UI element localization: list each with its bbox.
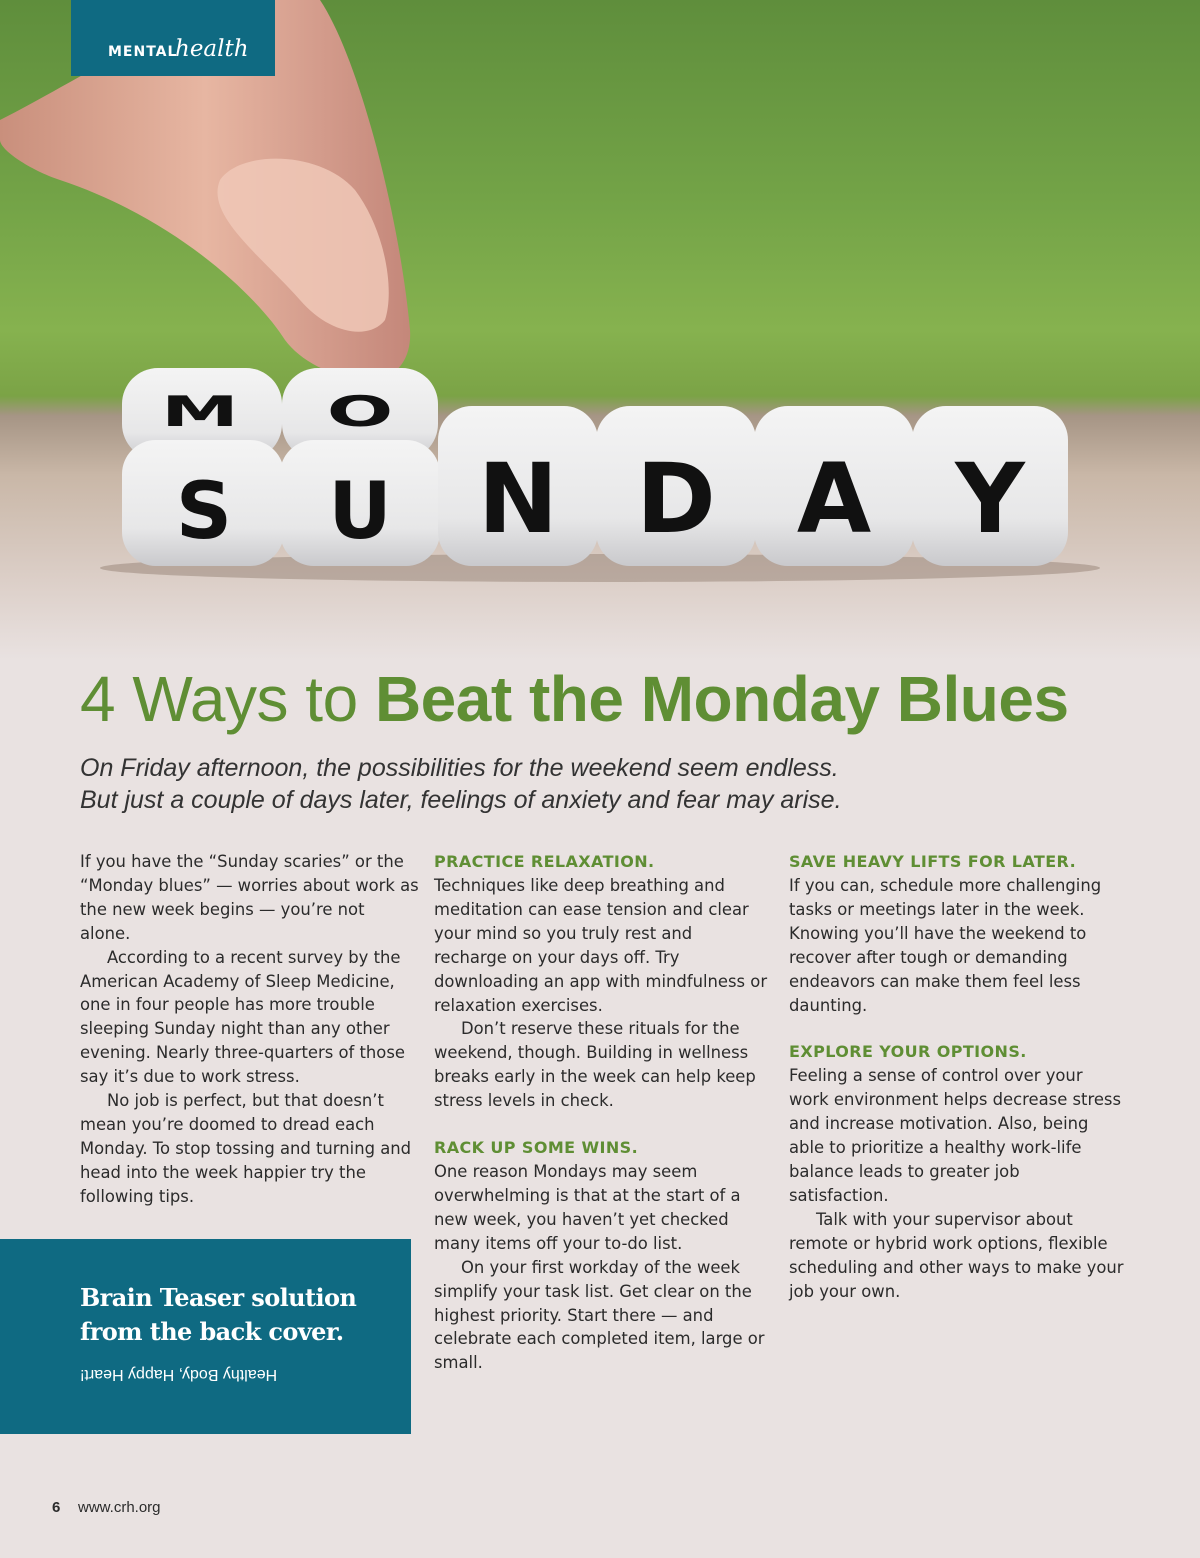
intro-paragraph: If you have the “Sunday scaries” or the “Monday blues” — worries about work as the new week begins — you’re not alone.	[80, 852, 419, 943]
article-headline	[80, 662, 1069, 736]
deck-line-1: On Friday afternoon, the possibilities for the weekend seem endless.	[80, 754, 839, 782]
section-tag-script: health	[175, 36, 249, 62]
tip-heading: SAVE HEAVY LIFTS FOR LATER.	[789, 852, 1077, 871]
tip-paragraph: On your first workday of the week simplify your task list. Get clear on the highest priority. Start there — and celebrate each completed item, large or small.	[434, 1257, 765, 1373]
article-deck	[80, 752, 842, 816]
tip-paragraph: Talk with your supervisor about remote or hybrid work options, flexible scheduling and other ways to make your job your own.	[789, 1209, 1124, 1301]
brain-teaser-answer: Healthy Body, Happy Heart!	[80, 1366, 278, 1383]
tip-heading: EXPLORE YOUR OPTIONS.	[789, 1042, 1027, 1062]
die-letter-n: N	[477, 443, 559, 555]
die-letter-y: Y	[955, 443, 1025, 555]
tip-paragraph: Techniques like deep breathing and meditation can ease tension and clear your mind so you truly rest and recharge on your days off. Try downloading an app with mindfulness or relaxation exercises.	[434, 876, 768, 1015]
die-letter-d: D	[636, 443, 716, 555]
die-letter-o: O	[326, 387, 394, 436]
brain-teaser-title-line-1: Brain Teaser solution	[80, 1283, 357, 1312]
footer-url: www.crh.org	[78, 1499, 161, 1516]
tip-paragraph: If you can, schedule more challenging tasks or meetings later in the week. Knowing you’ll have the weekend to recover after tough or demanding endeavors can make them feel less daunting.	[789, 876, 1102, 1015]
die-letter-s: S	[175, 467, 233, 557]
headline-bold: Beat the Monday Blues	[374, 663, 1069, 735]
tip-paragraph: One reason Mondays may seem overwhelming is that at the start of a new week, you haven’t yet checked many items off your to-do list.	[434, 1162, 741, 1253]
brain-teaser-title	[80, 1281, 356, 1349]
page-number: 6	[52, 1499, 61, 1516]
tip-heading: RACK UP SOME WINS.	[434, 1138, 639, 1158]
brain-teaser-box	[0, 1239, 411, 1434]
hero-image	[0, 0, 1200, 660]
die-letter-m: M	[161, 387, 239, 436]
die-letter-u: U	[328, 467, 392, 557]
brain-teaser-title-line-2: from the back cover.	[80, 1317, 344, 1346]
tip-paragraph: Don’t reserve these rituals for the weekend, though. Building in wellness breaks early in the week can help keep stress levels in check.	[434, 1019, 756, 1111]
die-letter-a: A	[796, 443, 872, 555]
headline-light: 4 Ways to	[80, 663, 375, 735]
tips-column-right	[789, 850, 1124, 1304]
intro-paragraph: According to a recent survey by the American Academy of Sleep Medicine, one in four people has more trouble sleeping Sunday night than any other evening. Nearly three-quarters of those say it’s due to work stress.	[80, 947, 405, 1087]
hero-photo	[0, 0, 1200, 660]
section-tag-label: MENTAL	[108, 44, 178, 60]
intro-paragraph: No job is perfect, but that doesn’t mean you’re doomed to dread each Monday. To stop tossing and turning and head into the week happier try the following tips.	[80, 1091, 412, 1206]
tip-heading: PRACTICE RELAXATION.	[434, 852, 655, 871]
tip-paragraph: Feeling a sense of control over your work environment helps decrease stress and increase motivation. Also, being able to prioritize a healthy work-life balance leads to greater job satisfaction.	[789, 1066, 1121, 1205]
section-tag	[71, 0, 275, 76]
intro-column	[80, 850, 420, 1209]
tips-column-middle	[434, 850, 770, 1375]
deck-line-2: But just a couple of days later, feelings of anxiety and fear may arise.	[80, 786, 842, 814]
